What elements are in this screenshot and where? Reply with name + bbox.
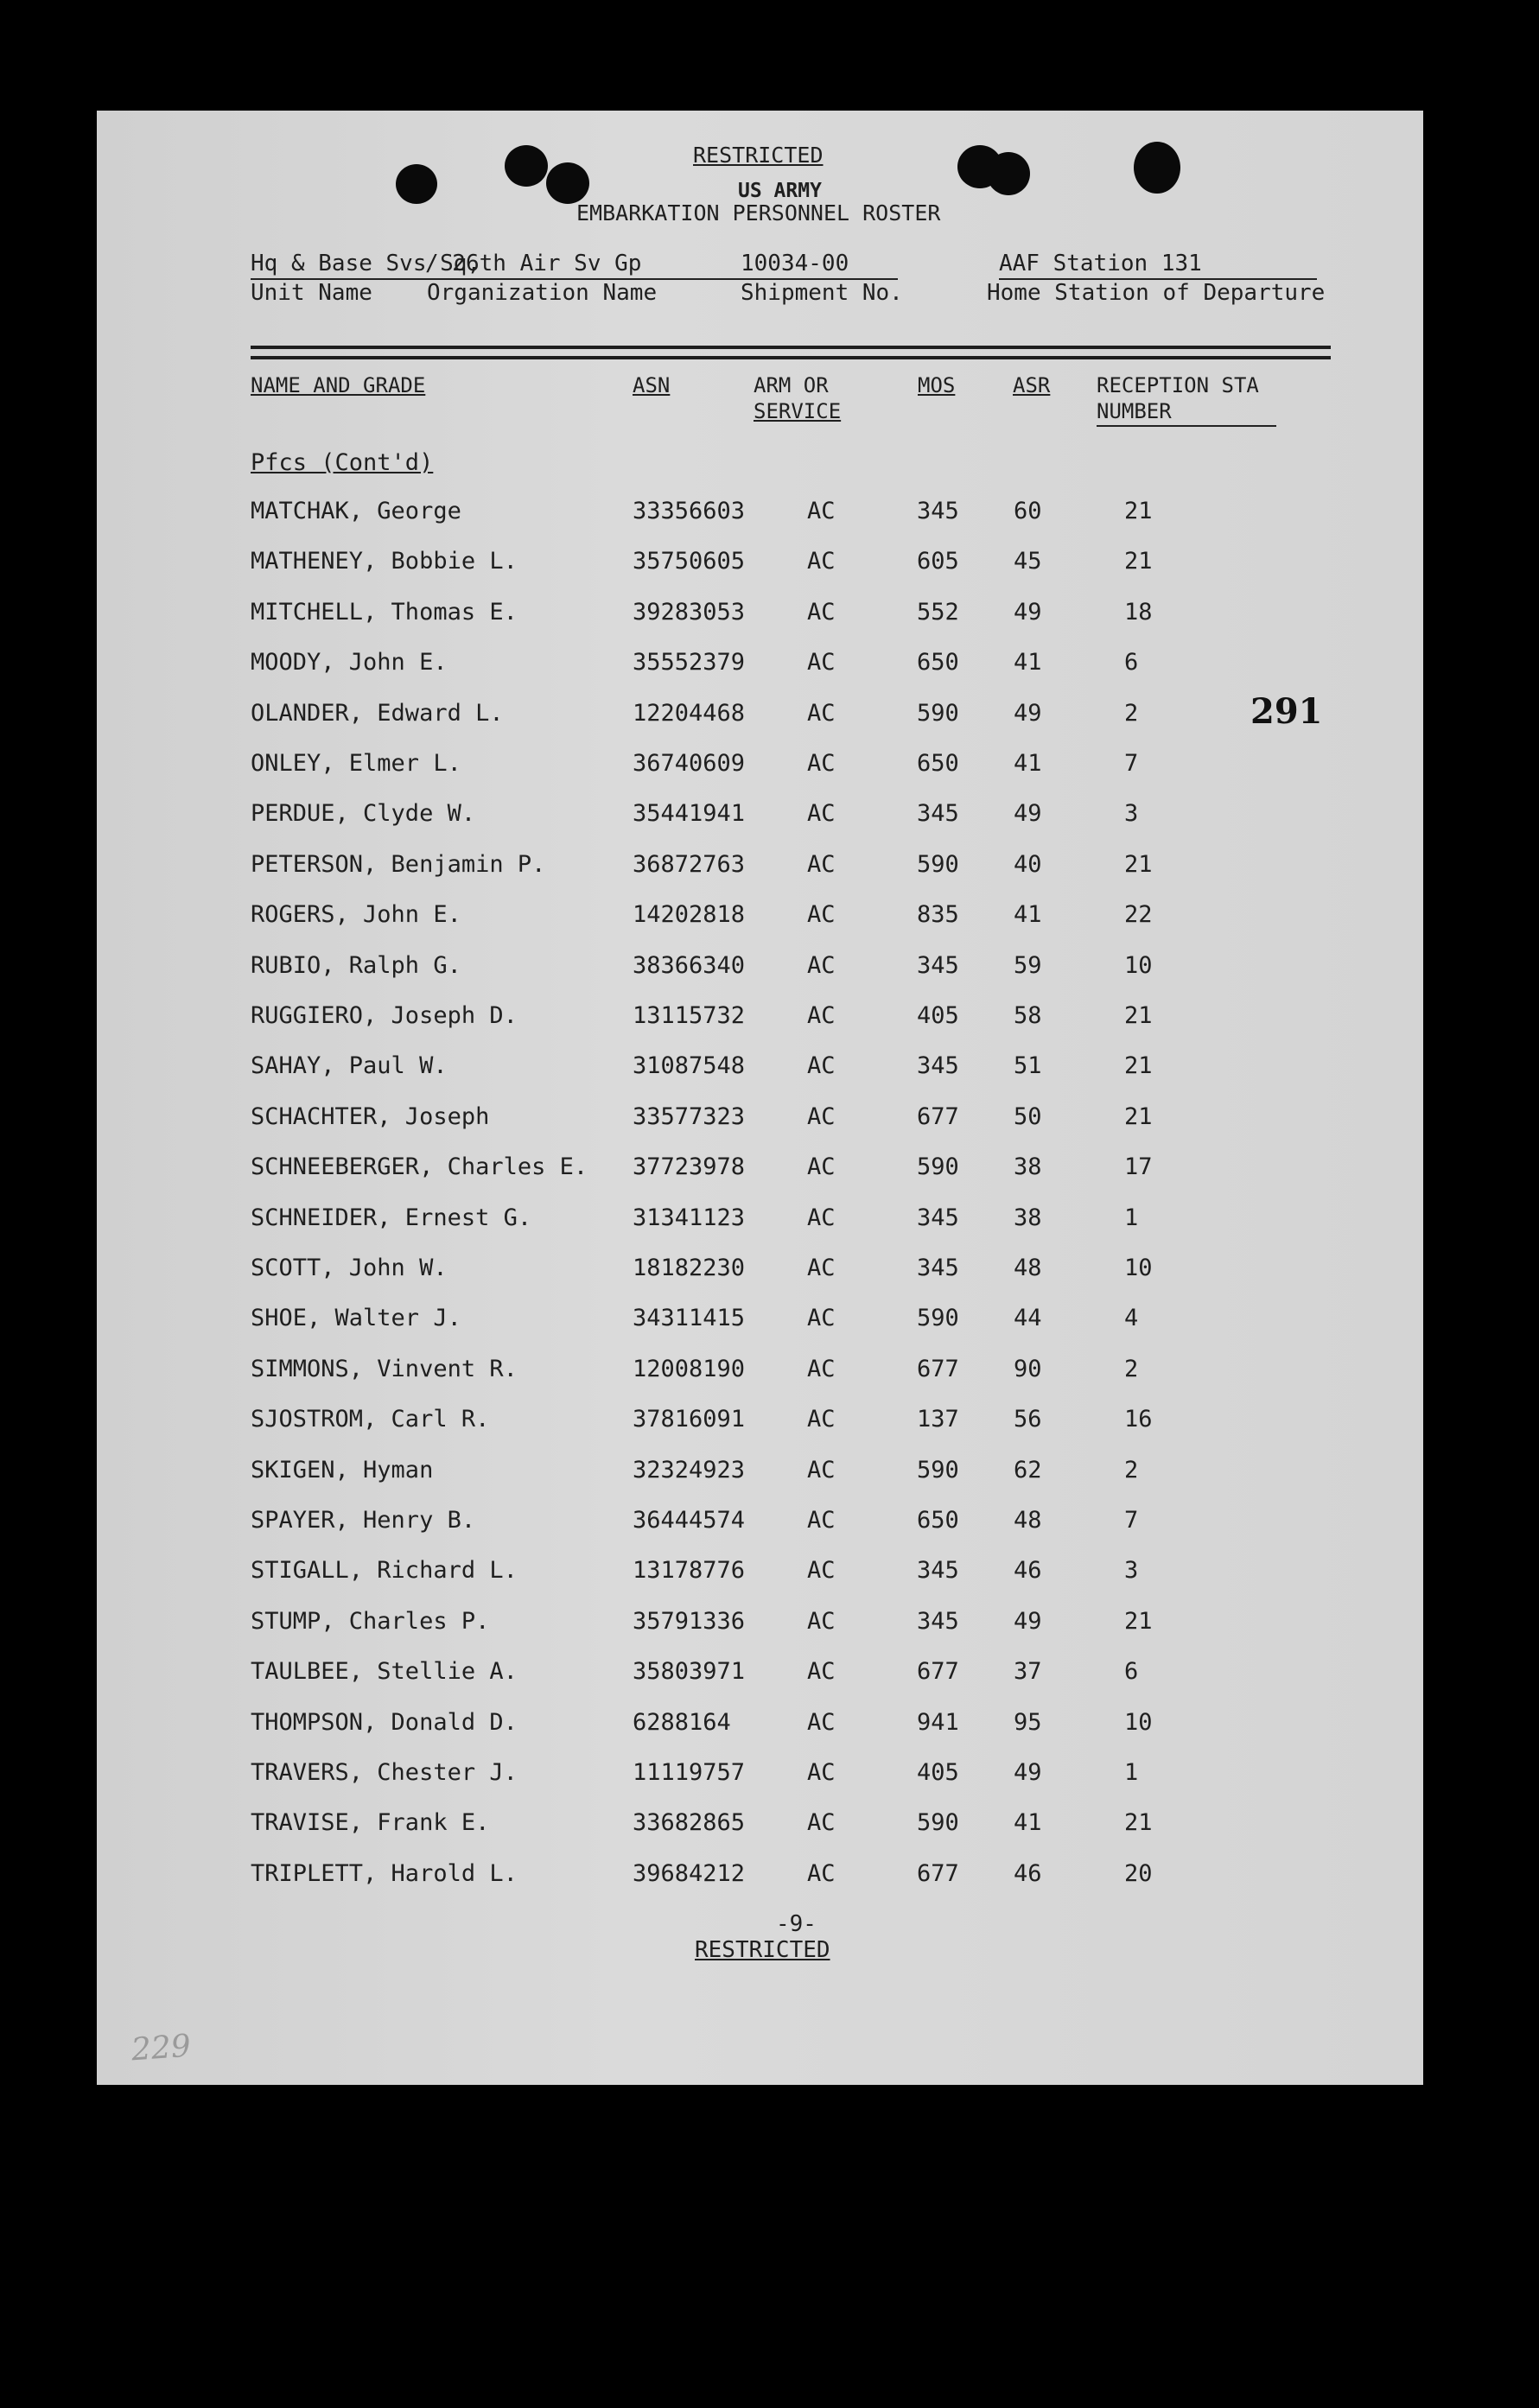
cell-name: MOODY, John E. <box>251 649 448 676</box>
cell-name: STUMP, Charles P. <box>251 1608 490 1635</box>
cell-asn: 11119757 <box>633 1759 746 1786</box>
punch-hole <box>546 162 589 204</box>
cell-asn: 39283053 <box>633 599 746 626</box>
cell-asr: 49 <box>1014 700 1042 727</box>
classification-top: RESTRICTED <box>693 143 824 168</box>
cell-name: OLANDER, Edward L. <box>251 700 504 727</box>
cell-mos: 590 <box>917 1305 959 1331</box>
table-row <box>0 649 1326 699</box>
cell-name: SCOTT, John W. <box>251 1255 448 1281</box>
cell-rec: 7 <box>1124 750 1139 777</box>
double-rule <box>251 356 1331 359</box>
cell-rec: 6 <box>1124 649 1139 676</box>
cell-name: SCHNEEBERGER, Charles E. <box>251 1153 588 1180</box>
home-station-label: Home Station of Departure <box>987 280 1326 306</box>
cell-rec: 10 <box>1124 1709 1153 1736</box>
cell-arm: AC <box>807 1457 836 1484</box>
cell-arm: AC <box>807 1356 836 1382</box>
cell-asn: 33356603 <box>633 498 746 524</box>
cell-asr: 41 <box>1014 1809 1042 1836</box>
cell-asn: 36444574 <box>633 1507 746 1534</box>
cell-asr: 49 <box>1014 599 1042 626</box>
cell-asn: 35803971 <box>633 1658 746 1685</box>
shipment-no-label: Shipment No. <box>741 280 903 306</box>
cell-mos: 677 <box>917 1860 959 1887</box>
cell-asn: 33682865 <box>633 1809 746 1836</box>
cell-asn: 14202818 <box>633 901 746 928</box>
cell-mos: 590 <box>917 700 959 727</box>
cell-asr: 45 <box>1014 548 1042 575</box>
cell-name: RUGGIERO, Joseph D. <box>251 1002 518 1029</box>
cell-asr: 44 <box>1014 1305 1042 1331</box>
cell-asn: 12204468 <box>633 700 746 727</box>
cell-asr: 46 <box>1014 1557 1042 1584</box>
organization-value: / 26th Air Sv Gp <box>425 251 642 276</box>
cell-arm: AC <box>807 901 836 928</box>
cell-asr: 49 <box>1014 1608 1042 1635</box>
cell-name: ONLEY, Elmer L. <box>251 750 461 777</box>
cell-asr: 40 <box>1014 851 1042 878</box>
table-row <box>0 1052 1326 1102</box>
cell-rec: 21 <box>1124 1608 1153 1635</box>
cell-mos: 345 <box>917 1557 959 1584</box>
cell-mos: 590 <box>917 1457 959 1484</box>
cell-asr: 37 <box>1014 1658 1042 1685</box>
cell-asn: 13115732 <box>633 1002 746 1029</box>
cell-asn: 36872763 <box>633 851 746 878</box>
table-row <box>0 800 1326 850</box>
cell-rec: 21 <box>1124 1809 1153 1836</box>
cell-arm: AC <box>807 700 836 727</box>
cell-rec: 1 <box>1124 1759 1139 1786</box>
cell-rec: 21 <box>1124 1103 1153 1130</box>
cell-rec: 6 <box>1124 1658 1139 1685</box>
cell-rec: 17 <box>1124 1153 1153 1180</box>
cell-name: SHOE, Walter J. <box>251 1305 461 1331</box>
cell-asn: 35750605 <box>633 548 746 575</box>
cell-name: TRAVISE, Frank E. <box>251 1809 490 1836</box>
table-row <box>0 1305 1326 1355</box>
cell-asr: 41 <box>1014 649 1042 676</box>
cell-mos: 405 <box>917 1759 959 1786</box>
cell-name: MITCHELL, Thomas E. <box>251 599 518 626</box>
cell-rec: 10 <box>1124 952 1153 979</box>
table-row <box>0 700 1326 750</box>
cell-mos: 677 <box>917 1658 959 1685</box>
cell-asr: 48 <box>1014 1255 1042 1281</box>
cell-arm: AC <box>807 750 836 777</box>
cell-arm: AC <box>807 1709 836 1736</box>
table-row <box>0 599 1326 649</box>
cell-mos: 345 <box>917 800 959 827</box>
table-row <box>0 901 1326 951</box>
table-row <box>0 1002 1326 1052</box>
cell-asr: 41 <box>1014 750 1042 777</box>
cell-asn: 32324923 <box>633 1457 746 1484</box>
cell-mos: 677 <box>917 1356 959 1382</box>
cell-name: MATHENEY, Bobbie L. <box>251 548 518 575</box>
cell-arm: AC <box>807 1052 836 1079</box>
cell-arm: AC <box>807 548 836 575</box>
cell-asr: 38 <box>1014 1153 1042 1180</box>
cell-name: SIMMONS, Vinvent R. <box>251 1356 518 1382</box>
punch-hole <box>505 145 548 187</box>
cell-name: SJOSTROM, Carl R. <box>251 1406 490 1433</box>
shipment-no-value: 10034-00 <box>741 251 849 276</box>
cell-asr: 60 <box>1014 498 1042 524</box>
cell-rec: 2 <box>1124 700 1139 727</box>
table-row <box>0 1658 1326 1708</box>
cell-mos: 345 <box>917 1255 959 1281</box>
cell-arm: AC <box>807 1507 836 1534</box>
double-rule <box>251 346 1331 349</box>
cell-arm: AC <box>807 800 836 827</box>
cell-name: RUBIO, Ralph G. <box>251 952 461 979</box>
cell-name: THOMPSON, Donald D. <box>251 1709 518 1736</box>
cell-rec: 21 <box>1124 548 1153 575</box>
cell-asr: 49 <box>1014 800 1042 827</box>
cell-arm: AC <box>807 1305 836 1331</box>
cell-rec: 2 <box>1124 1356 1139 1382</box>
cell-rec: 7 <box>1124 1507 1139 1534</box>
table-row <box>0 1709 1326 1759</box>
roster-page <box>97 111 1423 2085</box>
cell-asn: 35552379 <box>633 649 746 676</box>
col-header-rec-2: NUMBER <box>1097 399 1172 423</box>
cell-mos: 345 <box>917 1052 959 1079</box>
cell-arm: AC <box>807 1557 836 1584</box>
cell-asr: 95 <box>1014 1709 1042 1736</box>
cell-name: MATCHAK, George <box>251 498 461 524</box>
cell-asn: 12008190 <box>633 1356 746 1382</box>
table-row <box>0 1153 1326 1204</box>
cell-asn: 34311415 <box>633 1305 746 1331</box>
cell-rec: 3 <box>1124 800 1139 827</box>
col-header-rec-1: RECEPTION STA <box>1097 373 1259 397</box>
table-row <box>0 548 1326 598</box>
cell-name: STIGALL, Richard L. <box>251 1557 518 1584</box>
cell-rec: 10 <box>1124 1255 1153 1281</box>
unit-name-value: Hq & Base Svs Sq, <box>251 251 481 276</box>
home-station-value: AAF Station 131 <box>999 251 1202 276</box>
cell-arm: AC <box>807 1204 836 1231</box>
cell-arm: AC <box>807 952 836 979</box>
cell-mos: 650 <box>917 750 959 777</box>
cell-arm: AC <box>807 1002 836 1029</box>
cell-arm: AC <box>807 599 836 626</box>
table-row <box>0 952 1326 1002</box>
cell-mos: 345 <box>917 1204 959 1231</box>
cell-mos: 650 <box>917 649 959 676</box>
cell-asn: 33577323 <box>633 1103 746 1130</box>
cell-name: PETERSON, Benjamin P. <box>251 851 546 878</box>
table-row <box>0 1759 1326 1809</box>
cell-rec: 4 <box>1124 1305 1139 1331</box>
cell-name: SAHAY, Paul W. <box>251 1052 448 1079</box>
cell-asr: 41 <box>1014 901 1042 928</box>
side-number: 291 <box>1250 691 1323 732</box>
cell-name: PERDUE, Clyde W. <box>251 800 476 827</box>
cell-mos: 650 <box>917 1507 959 1534</box>
cell-rec: 1 <box>1124 1204 1139 1231</box>
cell-rec: 22 <box>1124 901 1153 928</box>
cell-name: SCHACHTER, Joseph <box>251 1103 490 1130</box>
table-row <box>0 1406 1326 1456</box>
table-row <box>0 1356 1326 1406</box>
cell-mos: 345 <box>917 1608 959 1635</box>
cell-mos: 590 <box>917 1153 959 1180</box>
margin-note: 229 <box>130 2028 193 2068</box>
cell-asn: 39684212 <box>633 1860 746 1887</box>
table-row <box>0 1457 1326 1507</box>
col-header-arm-1: ARM OR <box>754 373 829 397</box>
cell-name: SKIGEN, Hyman <box>251 1457 434 1484</box>
cell-asn: 6288164 <box>633 1709 731 1736</box>
table-row <box>0 851 1326 901</box>
cell-rec: 18 <box>1124 599 1153 626</box>
cell-asr: 56 <box>1014 1406 1042 1433</box>
cell-rec: 20 <box>1124 1860 1153 1887</box>
roster-title: EMBARKATION PERSONNEL ROSTER <box>576 200 941 226</box>
table-row <box>0 1608 1326 1658</box>
cell-name: TRIPLETT, Harold L. <box>251 1860 518 1887</box>
cell-asr: 49 <box>1014 1759 1042 1786</box>
cell-rec: 2 <box>1124 1457 1139 1484</box>
cell-asn: 35791336 <box>633 1608 746 1635</box>
cell-arm: AC <box>807 498 836 524</box>
col-header-asn: ASN <box>633 373 671 397</box>
cell-arm: AC <box>807 1153 836 1180</box>
cell-mos: 590 <box>917 1809 959 1836</box>
col-header-arm-2: SERVICE <box>754 399 842 423</box>
table-row <box>0 1204 1326 1255</box>
punch-hole <box>987 152 1030 195</box>
table-row <box>0 1557 1326 1607</box>
cell-asr: 48 <box>1014 1507 1042 1534</box>
cell-arm: AC <box>807 1103 836 1130</box>
cell-asn: 18182230 <box>633 1255 746 1281</box>
agency-title: US ARMY <box>738 180 822 202</box>
cell-asr: 58 <box>1014 1002 1042 1029</box>
cell-asr: 59 <box>1014 952 1042 979</box>
table-row <box>0 750 1326 800</box>
table-row <box>0 1507 1326 1557</box>
classification-bottom: RESTRICTED <box>695 1937 830 1963</box>
cell-name: SPAYER, Henry B. <box>251 1507 476 1534</box>
cell-arm: AC <box>807 1406 836 1433</box>
table-row <box>0 1255 1326 1305</box>
cell-asn: 38366340 <box>633 952 746 979</box>
cell-mos: 605 <box>917 548 959 575</box>
cell-asn: 35441941 <box>633 800 746 827</box>
cell-arm: AC <box>807 649 836 676</box>
cell-asr: 90 <box>1014 1356 1042 1382</box>
cell-arm: AC <box>807 1809 836 1836</box>
col-header-asr: ASR <box>1013 373 1051 397</box>
cell-arm: AC <box>807 1860 836 1887</box>
cell-mos: 677 <box>917 1103 959 1130</box>
cell-mos: 552 <box>917 599 959 626</box>
cell-name: TRAVERS, Chester J. <box>251 1759 518 1786</box>
rec-header-underline <box>1097 425 1276 427</box>
cell-asr: 62 <box>1014 1457 1042 1484</box>
punch-hole <box>396 164 437 204</box>
cell-mos: 345 <box>917 498 959 524</box>
cell-mos: 835 <box>917 901 959 928</box>
cell-arm: AC <box>807 1608 836 1635</box>
cell-arm: AC <box>807 1759 836 1786</box>
cell-mos: 590 <box>917 851 959 878</box>
cell-asr: 38 <box>1014 1204 1042 1231</box>
table-row <box>0 1103 1326 1153</box>
cell-mos: 137 <box>917 1406 959 1433</box>
cell-mos: 345 <box>917 952 959 979</box>
punch-hole <box>1134 142 1180 194</box>
cell-rec: 21 <box>1124 498 1153 524</box>
organization-label: Organization Name <box>427 280 658 306</box>
cell-asn: 13178776 <box>633 1557 746 1584</box>
cell-asr: 46 <box>1014 1860 1042 1887</box>
cell-rec: 16 <box>1124 1406 1153 1433</box>
col-header-name: NAME AND GRADE <box>251 373 426 397</box>
cell-rec: 3 <box>1124 1557 1139 1584</box>
unit-name-label: Unit Name <box>251 280 372 306</box>
cell-mos: 405 <box>917 1002 959 1029</box>
cell-asn: 31087548 <box>633 1052 746 1079</box>
section-label: Pfcs (Cont'd) <box>251 449 434 476</box>
cell-asn: 37816091 <box>633 1406 746 1433</box>
cell-arm: AC <box>807 1255 836 1281</box>
table-row <box>0 498 1326 548</box>
cell-rec: 21 <box>1124 1052 1153 1079</box>
cell-asn: 36740609 <box>633 750 746 777</box>
cell-mos: 941 <box>917 1709 959 1736</box>
cell-arm: AC <box>807 851 836 878</box>
cell-rec: 21 <box>1124 851 1153 878</box>
cell-asn: 37723978 <box>633 1153 746 1180</box>
table-row <box>0 1809 1326 1859</box>
page-number: -9- <box>776 1911 817 1937</box>
table-row <box>0 1860 1326 1910</box>
cell-asn: 31341123 <box>633 1204 746 1231</box>
cell-arm: AC <box>807 1658 836 1685</box>
cell-name: SCHNEIDER, Ernest G. <box>251 1204 532 1231</box>
cell-asr: 50 <box>1014 1103 1042 1130</box>
cell-name: TAULBEE, Stellie A. <box>251 1658 518 1685</box>
col-header-mos: MOS <box>918 373 956 397</box>
cell-asr: 51 <box>1014 1052 1042 1079</box>
cell-name: ROGERS, John E. <box>251 901 461 928</box>
cell-rec: 21 <box>1124 1002 1153 1029</box>
